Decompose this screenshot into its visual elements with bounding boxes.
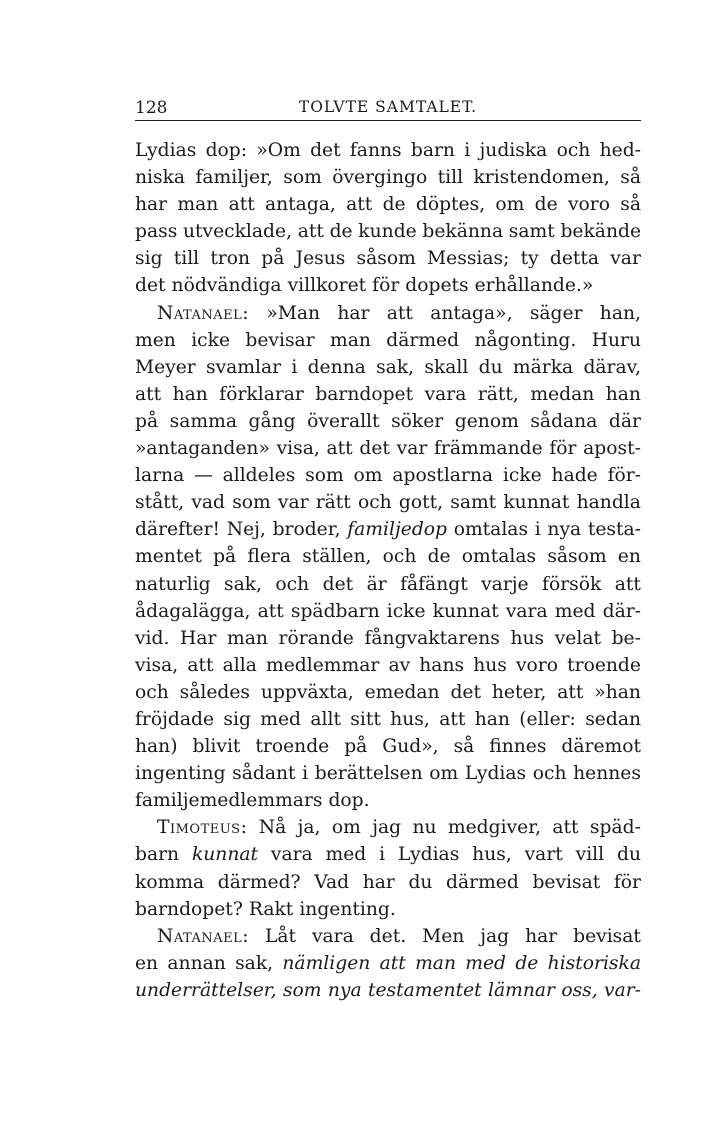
word: på (261, 248, 285, 270)
word: bevisat (532, 871, 601, 893)
text-line (135, 923, 641, 950)
word: det (310, 140, 341, 161)
word: det (450, 681, 481, 703)
word: samt (508, 221, 555, 243)
word: därefter! (135, 519, 221, 541)
word: om (353, 465, 383, 487)
text-line (135, 543, 641, 570)
word: sak, (376, 356, 415, 378)
text-line (135, 435, 641, 462)
word: någonting. (474, 329, 577, 351)
page-header (135, 94, 641, 121)
word: heter, (491, 681, 547, 703)
text-line (135, 137, 641, 164)
word: sedan (585, 708, 641, 730)
word: komma (135, 871, 205, 893)
word: troende (255, 736, 330, 758)
word: bekände (560, 221, 641, 243)
word: »Om (256, 140, 301, 161)
word: hade (551, 465, 598, 487)
word: underrättelser, (135, 979, 277, 1001)
word: rätt (315, 492, 351, 514)
word: oss, (561, 979, 598, 1001)
word: erhållande.» (474, 275, 594, 297)
word: har (135, 194, 168, 216)
word: samt (450, 492, 497, 514)
word: broder, (272, 519, 341, 541)
text-line (135, 300, 641, 327)
word: alla (222, 654, 257, 676)
word: med (325, 844, 367, 866)
word: annan (167, 952, 226, 974)
word: kristendomen, (473, 167, 610, 189)
text-line (135, 571, 641, 598)
word: be- (611, 627, 641, 649)
word: en (617, 546, 641, 568)
word: voro (567, 194, 610, 216)
word: därav, (583, 356, 641, 378)
word: av (388, 654, 411, 676)
word: han (605, 383, 641, 405)
word: nya (547, 519, 582, 541)
word: såsom (547, 546, 607, 568)
word: medgiver, (447, 817, 542, 839)
word: villkoret (287, 275, 367, 297)
word: vill (575, 844, 605, 866)
text-line (135, 408, 641, 435)
text-line (135, 869, 641, 896)
word: var (610, 248, 641, 270)
word: emedan (364, 681, 440, 703)
text-line (135, 191, 641, 218)
word: de (534, 194, 558, 216)
word: Nej, (226, 519, 266, 541)
word: i (534, 519, 541, 541)
word: — (194, 465, 213, 487)
word: Men (422, 925, 465, 947)
text-line (135, 814, 641, 841)
word: dop: (205, 140, 248, 161)
word: ja, (297, 817, 321, 839)
word: att (557, 681, 584, 703)
word: han) (135, 736, 178, 758)
word: att (379, 952, 406, 974)
word: antaga, (265, 194, 336, 216)
word: nu (412, 817, 437, 839)
text-line (135, 164, 641, 191)
word: att (297, 221, 324, 243)
word: Messias; (427, 248, 510, 270)
text-line (135, 706, 641, 733)
word: icke (191, 329, 231, 351)
word: barndopet? (135, 898, 243, 920)
word: vara (311, 925, 354, 947)
word: tron (210, 248, 251, 270)
word: man (415, 952, 456, 974)
word: och (357, 492, 392, 514)
word: icke (502, 465, 542, 487)
text-line (135, 218, 641, 245)
word: ställen, (302, 546, 372, 568)
word: hus, (472, 844, 512, 866)
text-line (135, 625, 641, 652)
word: de (515, 952, 539, 974)
word: pass (135, 221, 178, 243)
word: han, (599, 302, 641, 324)
word: omtalas (461, 546, 537, 568)
word: hans (419, 654, 465, 676)
word: (eller: (519, 708, 576, 730)
word: ingenting (135, 763, 226, 785)
word: för (372, 275, 400, 297)
word: har (362, 871, 395, 893)
word: det (359, 438, 390, 460)
word: att (614, 573, 641, 595)
word: att (326, 438, 353, 460)
word: testa- (587, 519, 641, 541)
word: var- (604, 979, 641, 1001)
word: hus (510, 627, 545, 649)
word: historiska (547, 952, 641, 974)
word: vara (505, 600, 548, 622)
word: de (329, 221, 353, 243)
word: att (257, 600, 284, 622)
text-line (135, 272, 641, 299)
word: berättelsen (314, 763, 423, 785)
word: det (135, 275, 166, 297)
word: varje (481, 573, 529, 595)
word: som (305, 465, 344, 487)
text-line (135, 245, 641, 272)
word: detta (549, 248, 600, 270)
word: Gud», (382, 736, 439, 758)
word: Nå (258, 817, 287, 839)
word: familjedop (347, 519, 448, 541)
word: apostlarna (392, 465, 494, 487)
word: Timoteus: (157, 817, 248, 839)
running-title: TOLVTE SAMTALET. (298, 98, 478, 116)
word: var (396, 438, 428, 460)
word: Vad (314, 871, 350, 893)
word: Lydias (135, 140, 197, 161)
word: att (135, 383, 162, 405)
word: kunnat (191, 844, 259, 866)
word: familjemedlemmars (135, 790, 323, 812)
word: medan (530, 383, 595, 405)
word: han (474, 708, 510, 730)
word: fångvaktarens (364, 627, 500, 649)
text-line (135, 327, 641, 354)
word: sig (135, 248, 163, 270)
word: och (275, 573, 310, 595)
word: gång (248, 410, 296, 432)
word: sak, (224, 573, 262, 595)
word: bevisar (245, 329, 315, 351)
word: söker (391, 410, 444, 432)
word: och (382, 546, 417, 568)
word: för- (607, 465, 641, 487)
word: apost- (583, 438, 641, 460)
word: nya (327, 979, 362, 1001)
word: antaga», (430, 302, 513, 324)
word: jag (480, 925, 510, 947)
word: på (135, 410, 159, 432)
word: »antaganden» (135, 438, 270, 460)
word: var (277, 492, 309, 514)
word: och (135, 681, 169, 703)
word: med (260, 708, 301, 730)
word: en (135, 952, 159, 974)
word: visa, (135, 654, 179, 676)
page-number: 128 (135, 98, 168, 118)
word: så (453, 736, 475, 758)
word: Jesus (295, 248, 346, 270)
word: försök (542, 573, 602, 595)
word: nämligen (282, 952, 371, 974)
word: döptes, (415, 194, 486, 216)
word: hus (473, 654, 507, 676)
word: det (322, 573, 354, 595)
word: dop. (328, 790, 370, 812)
word: och (556, 140, 591, 161)
word: Har (180, 627, 217, 649)
word: voro (516, 654, 558, 676)
word: lämnar (488, 979, 555, 1001)
word: icke (386, 600, 426, 622)
word: mentet (135, 546, 202, 568)
text-line (135, 381, 641, 408)
word: du (617, 844, 641, 866)
word: finnes (489, 736, 547, 758)
word: till (437, 167, 464, 189)
word: kunnat (503, 492, 570, 514)
word: Rakt (248, 898, 294, 920)
word: det. (369, 925, 407, 947)
word: de (382, 194, 406, 216)
word: i (302, 763, 309, 785)
word: till (173, 248, 200, 270)
word: därmed (446, 871, 519, 893)
word: genom (454, 410, 519, 432)
word: kunde (358, 221, 417, 243)
word: där (608, 410, 641, 432)
text-line (135, 652, 641, 679)
word: för (613, 871, 641, 893)
word: omtalas (453, 519, 529, 541)
word: familjer, (195, 167, 273, 189)
word: vid. (135, 627, 170, 649)
word: medlemmar (266, 654, 380, 676)
text-line (135, 841, 641, 868)
text-line (135, 489, 641, 516)
word: bevisat (573, 925, 641, 947)
word: denna (307, 356, 366, 378)
word: ingenting. (299, 898, 396, 920)
word: man (330, 329, 371, 351)
word: testamentet (367, 979, 482, 1001)
word: samma (169, 410, 237, 432)
text-line (135, 787, 641, 814)
word: skall (424, 356, 469, 378)
word: är (366, 573, 387, 595)
word: Lydias (464, 763, 527, 785)
text-line (135, 896, 641, 923)
word: barndopet (315, 383, 414, 405)
word: förklarar (219, 383, 304, 405)
word: och (532, 763, 567, 785)
word: Huru (591, 329, 641, 351)
word: att (439, 708, 466, 730)
text-line (135, 354, 641, 381)
word: Natanael: (157, 925, 250, 947)
word: allt (310, 708, 341, 730)
word: främmande (434, 438, 543, 460)
word: dopets (405, 275, 469, 297)
word: vart (524, 844, 563, 866)
word: rätt, (477, 383, 519, 405)
word: sådant (232, 763, 296, 785)
word: med (465, 952, 507, 974)
word: fanns (349, 140, 402, 161)
word: naturlig (135, 573, 211, 595)
word: jag (372, 817, 402, 839)
text-line (135, 679, 641, 706)
word: man (227, 627, 268, 649)
word: märka (512, 356, 574, 378)
word: som (232, 492, 271, 514)
word: därmed? (217, 871, 301, 893)
word: såsom (356, 248, 416, 270)
word: överallt (307, 410, 380, 432)
word: sitt (350, 708, 381, 730)
text-line (135, 760, 641, 787)
text-line (135, 598, 641, 625)
word: du (478, 356, 503, 378)
word: handla (576, 492, 641, 514)
word: att (346, 194, 373, 216)
word: svamlar (206, 356, 282, 378)
word: fröjdade (135, 708, 215, 730)
word: sig (223, 708, 251, 730)
word: du (408, 871, 433, 893)
word: som (282, 979, 322, 1001)
word: vara (270, 844, 313, 866)
word: ty (520, 248, 539, 270)
word: Natanael: (157, 302, 250, 324)
word: om (331, 817, 361, 839)
word: därmed (386, 329, 460, 351)
word: nödvändiga (171, 275, 282, 297)
text-line (135, 950, 641, 977)
word: så (620, 167, 641, 189)
word: att (386, 302, 413, 324)
word: om (429, 763, 459, 785)
word: att (228, 194, 255, 216)
word: ådagalägga, (135, 600, 251, 622)
word: velat (554, 627, 601, 649)
word: i (379, 844, 386, 866)
word: man (177, 194, 219, 216)
word: har (525, 925, 558, 947)
word: att (552, 817, 579, 839)
text-line (135, 516, 641, 543)
word: men (135, 329, 176, 351)
word: på (213, 546, 237, 568)
word: han (172, 383, 208, 405)
word: barn (410, 140, 455, 161)
word: vara (424, 383, 467, 405)
body-text (135, 137, 641, 1004)
text-line (135, 977, 641, 1004)
word: vad (191, 492, 226, 514)
word: »han (594, 681, 641, 703)
word: troende (567, 654, 641, 676)
word: med (554, 600, 596, 622)
word: sådana (530, 410, 598, 432)
word: så (620, 194, 641, 216)
word: utvecklade, (182, 221, 293, 243)
word: rörande (278, 627, 354, 649)
word: säger (529, 302, 583, 324)
word: judiska (479, 140, 548, 161)
word: alldeles (222, 465, 296, 487)
word: hus, (390, 708, 430, 730)
word: hennes (573, 763, 641, 785)
word: späd- (589, 817, 641, 839)
word: som (283, 167, 322, 189)
word: »Man (266, 302, 321, 324)
text-line (135, 462, 641, 489)
word: om (495, 194, 525, 216)
word: däremot (561, 736, 641, 758)
word: Meyer (135, 356, 196, 378)
word: kunnat (432, 600, 499, 622)
text-line (135, 733, 641, 760)
word: flera (247, 546, 291, 568)
word: spädbarn (290, 600, 380, 622)
word: stått, (135, 492, 185, 514)
word: Låt (264, 925, 297, 947)
word: på (344, 736, 368, 758)
word: larna (135, 465, 185, 487)
word: gott, (398, 492, 444, 514)
word: bekänna (422, 221, 504, 243)
word: de (427, 546, 451, 568)
word: Lydias (397, 844, 460, 866)
word: i (291, 356, 298, 378)
word: för (549, 438, 577, 460)
word: i (464, 140, 471, 161)
word: sak, (235, 952, 274, 974)
word: niska (135, 167, 186, 189)
word: fåfängt (400, 573, 468, 595)
word: uppväxta, (260, 681, 354, 703)
word: övergingo (332, 167, 428, 189)
word: har (337, 302, 370, 324)
word: blivit (192, 736, 241, 758)
word: visa, (276, 438, 320, 460)
word: således (179, 681, 251, 703)
word: barn (135, 844, 180, 866)
word: där- (602, 600, 641, 622)
word: att (187, 654, 214, 676)
word: hed- (599, 140, 641, 161)
